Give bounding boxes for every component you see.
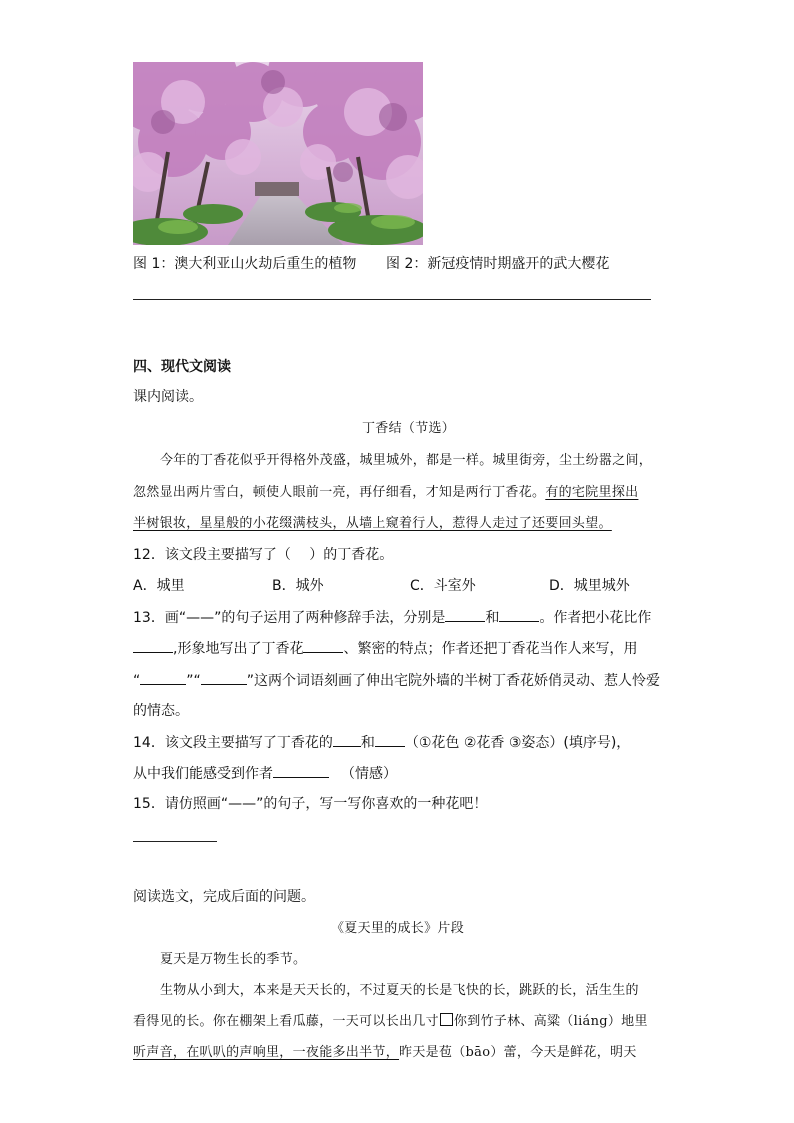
question-14-line bbox=[133, 732, 630, 753]
blank[interactable] bbox=[303, 638, 343, 653]
passage-title: 丁香结（节选） bbox=[362, 421, 456, 436]
underlined-sentence: 有的宅院里探出 bbox=[545, 485, 639, 500]
option-a[interactable]: A．城里 bbox=[133, 578, 185, 594]
cherry-blossom-photo bbox=[133, 62, 423, 245]
question-13-line bbox=[133, 638, 637, 659]
reading-intro: 阅读选文，完成后面的问题。 bbox=[133, 889, 315, 905]
box-glyph bbox=[440, 1013, 453, 1026]
question-13-line bbox=[133, 670, 660, 691]
question-13-line: 的情态。 bbox=[133, 703, 189, 719]
question-14-text: 14．该文段主要描写了丁香花的 bbox=[133, 735, 333, 751]
option-c[interactable]: C．斗室外 bbox=[410, 578, 476, 594]
blank[interactable] bbox=[499, 607, 539, 622]
passage-text: 你到竹子林、高粱（liáng）地里 bbox=[453, 1014, 648, 1029]
passage-line: 夏天是万物生长的季节。 bbox=[160, 952, 307, 967]
blank[interactable] bbox=[375, 732, 405, 747]
question-14-text: （情感） bbox=[341, 766, 397, 782]
question-13-line bbox=[133, 607, 651, 628]
question-13-text: 。作者把小花比作 bbox=[539, 610, 652, 626]
passage-line bbox=[133, 483, 638, 503]
answer-line[interactable] bbox=[133, 841, 217, 842]
underlined-sentence: 半树银妆，星星般的小花缀满枝头，从墙上窥着行人，惹得人走过了还要回头望。 bbox=[133, 516, 612, 531]
figure-caption-2: 图 2：新冠疫情时期盛开的武大樱花 bbox=[386, 256, 610, 272]
blank[interactable] bbox=[201, 670, 247, 685]
question-14-line bbox=[133, 763, 397, 784]
question-13-text: 、繁密的特点；作者还把丁香花当作人来写，用 bbox=[343, 641, 638, 657]
question-13-text: ”这两个词语刻画了伸出宅院外墙的半树丁香花娇俏灵动、惹人怜爱 bbox=[246, 673, 661, 689]
question-14-text: 和 bbox=[360, 735, 375, 751]
blank[interactable] bbox=[273, 763, 329, 778]
question-13-text: 和 bbox=[485, 610, 500, 626]
passage-title: 《夏天里的成长》片段 bbox=[331, 921, 465, 936]
question-13-text: “ bbox=[133, 673, 141, 689]
question-13-text: ,形象地写出了丁香花 bbox=[173, 641, 304, 657]
question-15: 15．请仿照画“——”的句子，写一写你喜欢的一种花吧！ bbox=[133, 796, 488, 812]
answer-line[interactable] bbox=[133, 299, 651, 300]
figure-caption-1: 图 1：澳大利亚山火劫后重生的植物 bbox=[133, 256, 357, 272]
passage-text: 看得见的长。你在棚架上看瓜藤，一天可以长出几寸 bbox=[133, 1014, 439, 1029]
question-12: 12．该文段主要描写了（ ）的丁香花。 bbox=[133, 547, 394, 563]
question-14-text: （①花色 ②花香 ③姿态）(填序号)， bbox=[404, 735, 631, 751]
passage-line bbox=[133, 1043, 637, 1063]
section-subheading: 课内阅读。 bbox=[133, 389, 203, 405]
blank[interactable] bbox=[445, 607, 485, 622]
option-b[interactable]: B．城外 bbox=[272, 578, 324, 594]
option-d[interactable]: D．城里城外 bbox=[549, 578, 630, 594]
passage-line: 今年的丁香花似乎开得格外茂盛，城里城外，都是一样。城里街旁，尘土纷嚣之间， bbox=[160, 453, 653, 468]
question-14-text: 从中我们能感受到作者 bbox=[133, 766, 273, 782]
blank[interactable] bbox=[133, 638, 173, 653]
passage-text: 忽然显出两片雪白，顿使人眼前一亮，再仔细看，才知是两行丁香花。 bbox=[133, 485, 546, 500]
section-heading: 四、现代文阅读 bbox=[133, 359, 231, 375]
passage-line: 生物从小到大，本来是天天长的，不过夏天的长是飞快的长，跳跃的长，活生生的 bbox=[160, 983, 639, 998]
question-13-text: ”“ bbox=[186, 673, 201, 689]
blank[interactable] bbox=[333, 732, 361, 747]
passage-line bbox=[133, 1012, 648, 1032]
question-13-text: 13．画“——”的句子运用了两种修辞手法，分别是 bbox=[133, 610, 446, 626]
underlined-sentence: 听声音，在叭叭的声响里，一夜能多出半节， bbox=[133, 1045, 400, 1060]
blank[interactable] bbox=[140, 670, 186, 685]
passage-text: 昨天是苞（bāo）蕾，今天是鲜花，明天 bbox=[399, 1045, 637, 1060]
